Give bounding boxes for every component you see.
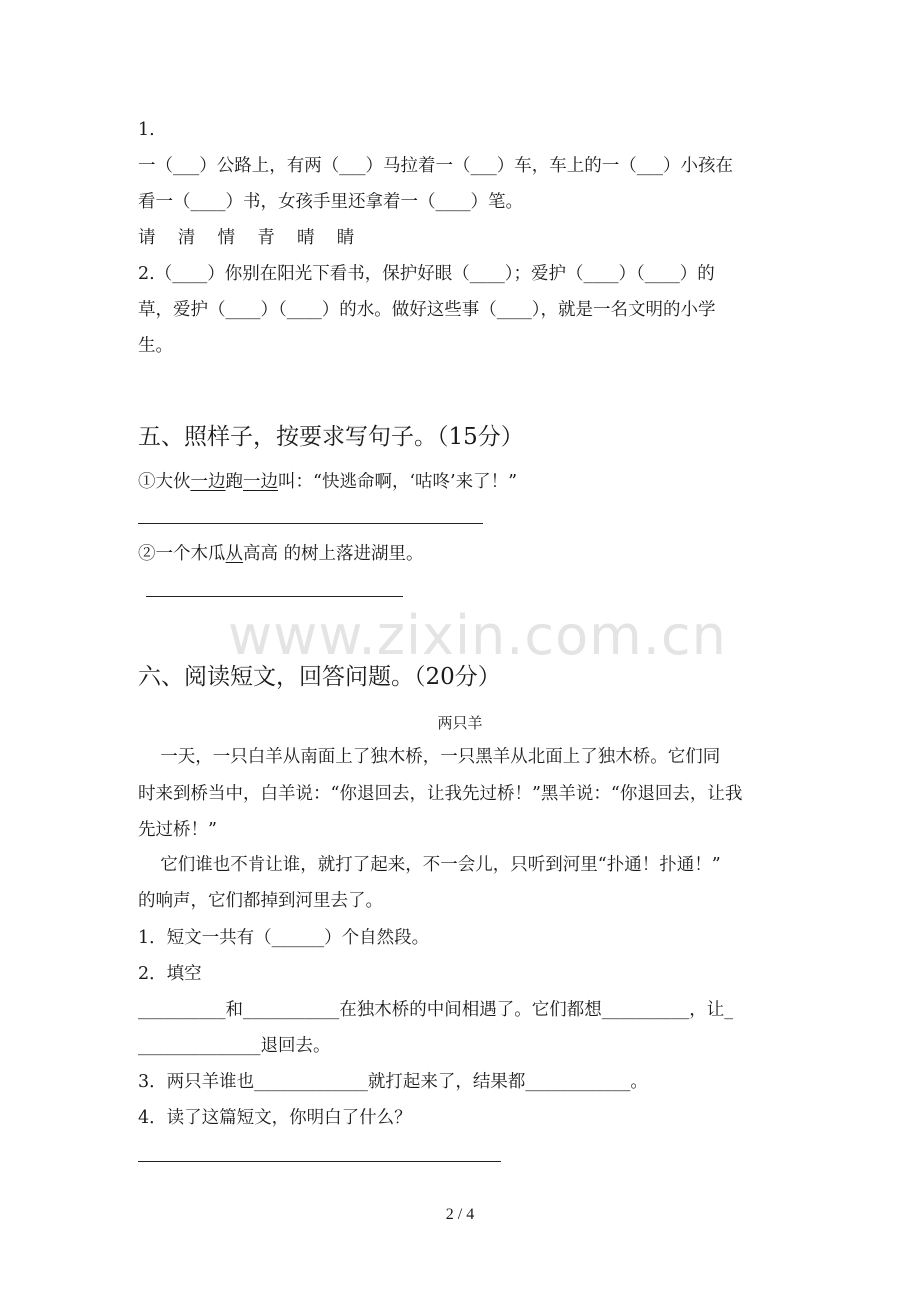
story-para-2b: 的响声，它们都掉到河里去了。 — [138, 891, 383, 911]
question-1: 1．短文一共有（______）个自然段。 — [138, 928, 430, 948]
page-number: 2 / 4 — [445, 1206, 475, 1223]
story-para-1a: 一天，一只白羊从南面上了独木桥，一只黑羊从北面上了独木桥。它们同 — [138, 747, 721, 767]
char-choices: 请 清 情 青 晴 睛 — [138, 228, 355, 248]
story-title: 两只羊 — [437, 714, 483, 732]
section-6-title: 六、阅读短文，回答问题。（20分） — [138, 664, 501, 690]
measure-word-line-1: 一（___）公路上，有两（___）马拉着一（___）车，车上的一（___）小孩在 — [138, 156, 733, 176]
answer-line-1[interactable] — [138, 523, 483, 524]
section-5-title: 五、照样子，按要求写句子。（15分） — [138, 424, 524, 450]
story-para-2a: 它们谁也不肯让谁，就打了起来，不一会儿，只听到河里“扑通！扑通！” — [138, 855, 721, 875]
question-3: 3．两只羊谁也_____________就打起来了，结果都____________。 — [138, 1072, 648, 1092]
question-2: 2．填空 — [138, 964, 202, 984]
question-2-line-a: __________和___________在独木桥的中间相遇了。它们都想__________，让_ — [138, 1000, 733, 1020]
answer-line-2[interactable] — [146, 596, 403, 597]
story-para-1b: 时来到桥当中，白羊说：“你退回去，让我先过桥！”黑羊说：“你退回去，让我 — [138, 784, 743, 804]
example-sentence-1: ①大伙一边跑一边叫：“快逃命啊，‘咕咚’来了！” — [138, 472, 518, 492]
answer-line-3[interactable] — [138, 1161, 501, 1162]
story-para-1c: 先过桥！” — [138, 820, 217, 840]
question-2-line-b: ______________退回去。 — [138, 1036, 331, 1056]
watermark: www.zixin.com.cn — [228, 604, 727, 667]
question-4: 4．读了这篇短文，你明白了什么？ — [138, 1108, 412, 1128]
fill-line-1: 2.（____）你别在阳光下看书，保护好眼（____）；爱护（____）（____）的 — [138, 264, 715, 284]
fill-line-3: 生。 — [138, 336, 173, 356]
measure-word-line-2: 看一（____）书，女孩手里还拿着一（____）笔。 — [138, 192, 523, 212]
fill-line-2: 草，爱护（____）（____）的水。做好这些事（____），就是一名文明的小学 — [138, 300, 716, 320]
q4-number: 1. — [138, 120, 155, 140]
example-sentence-2: ②一个木瓜从高高 的树上落进湖里。 — [138, 544, 424, 564]
